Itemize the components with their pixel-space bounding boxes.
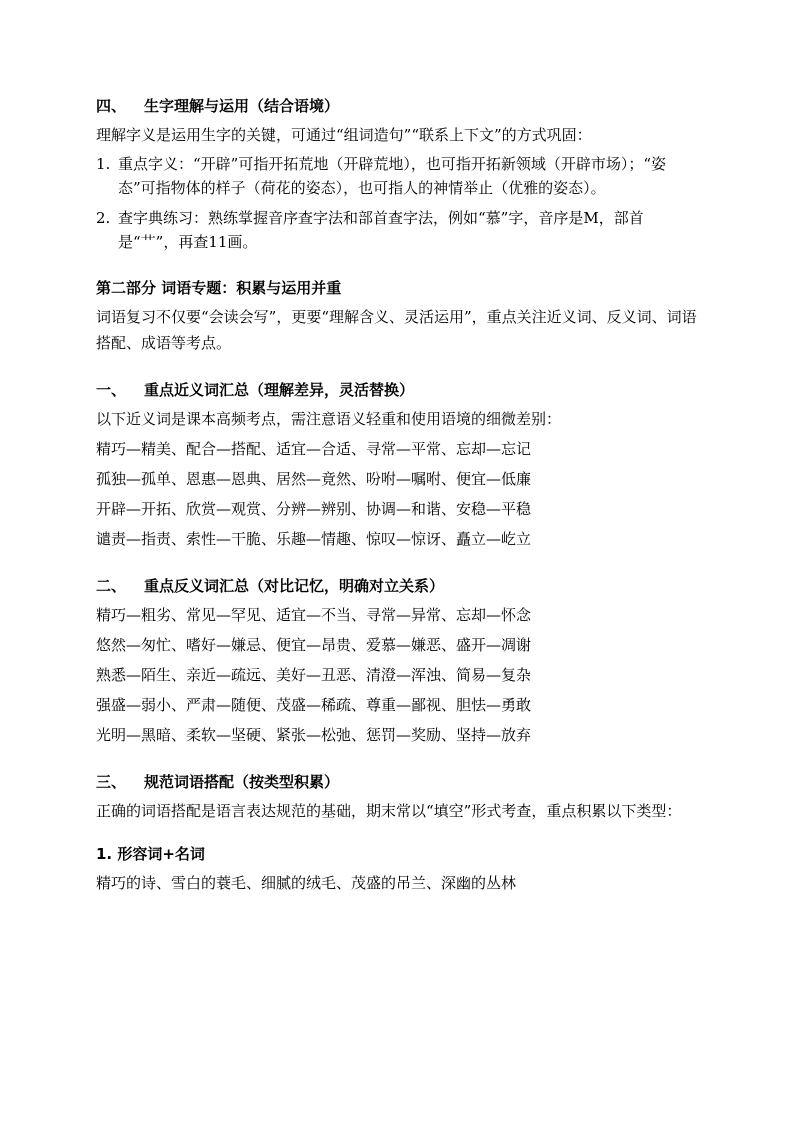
part-intro: 词语复习不仅要“会读会写”，更要“理解含义、灵活运用”，重点关注近义词、反义词、词语搭配、成语等考点。	[96, 308, 697, 352]
section-heading-synonyms	[96, 378, 700, 402]
synonym-row: 谴责—指责、索性—干脆、乐趣—情趣、惊叹—惊讶、矗立—屹立	[96, 530, 532, 548]
section-title: 生字理解与运用（结合语境）	[144, 97, 340, 115]
item-text: 重点字义：“开辟”可指开拓荒地（开辟荒地），也可指开拓新领域（开辟市场）；“姿态”可指物体的样子（荷花的姿态），也可指人的神情举止（优雅的姿态）。	[118, 155, 667, 197]
section-number: 四、	[96, 97, 127, 115]
section-heading-collocations	[96, 770, 700, 794]
antonym-row: 光明—黑暗、柔软—坚硬、紧张—松弛、惩罚—奖励、坚持—放弃	[96, 726, 532, 744]
subsection-heading: 1. 形容词+名词	[96, 845, 205, 863]
collocation-row: 精巧的诗、雪白的蓑毛、细腻的绒毛、茂盛的吊兰、深幽的丛林	[96, 874, 517, 892]
item-number: 2.	[96, 209, 111, 227]
section-number: 三、	[96, 773, 127, 791]
section-number: 二、	[96, 577, 127, 595]
list-item	[96, 206, 700, 254]
section-intro: 理解字义是运用生字的关键，可通过“组词造句”“联系上下文”的方式巩固：	[96, 126, 592, 144]
section-number: 一、	[96, 381, 127, 399]
section-heading-antonyms	[96, 574, 700, 598]
antonym-row: 强盛—弱小、严肃—随便、茂盛—稀疏、尊重—鄙视、胆怯—勇敢	[96, 696, 532, 714]
synonym-row: 开辟—开拓、欣赏—观赏、分辨—辨别、协调—和谐、安稳—平稳	[96, 500, 532, 518]
item-text: 查字典练习：熟练掌握音序查字法和部首查字法，例如“慕”字，音序是M，部首是“艹”，再查11画。	[118, 209, 644, 251]
section-title: 重点近义词汇总（理解差异，灵活替换）	[144, 381, 415, 399]
synonym-row: 孤独—孤单、恩惠—恩典、居然—竟然、吩咐—嘱咐、便宜—低廉	[96, 470, 532, 488]
section-title: 规范词语搭配（按类型积累）	[144, 773, 340, 791]
synonym-row: 精巧—精美、配合—搭配、适宜—合适、寻常—平常、忘却—忘记	[96, 440, 532, 458]
list-item	[96, 152, 700, 200]
antonym-row: 悠然—匆忙、嗜好—嫌忌、便宜—昂贵、爱慕—嫌恶、盛开—凋谢	[96, 636, 532, 654]
section-intro: 以下近义词是课本高频考点，需注意语义轻重和使用语境的细微差别：	[96, 410, 562, 428]
antonym-row: 精巧—粗劣、常见—罕见、适宜—不当、寻常—异常、忘却—怀念	[96, 606, 532, 624]
section-intro: 正确的词语搭配是语言表达规范的基础，期末常以“填空”形式考查，重点积累以下类型：	[96, 802, 682, 820]
document-page	[96, 86, 700, 896]
antonym-row: 熟悉—陌生、亲近—疏远、美好—丑恶、清澄—浑浊、简易—复杂	[96, 666, 532, 684]
item-number: 1.	[96, 155, 111, 173]
section-heading-4	[96, 94, 700, 118]
section-title: 重点反义词汇总（对比记忆，明确对立关系）	[144, 577, 445, 595]
numbered-list	[96, 152, 700, 254]
part-heading: 第二部分 词语专题：积累与运用并重	[96, 279, 342, 297]
